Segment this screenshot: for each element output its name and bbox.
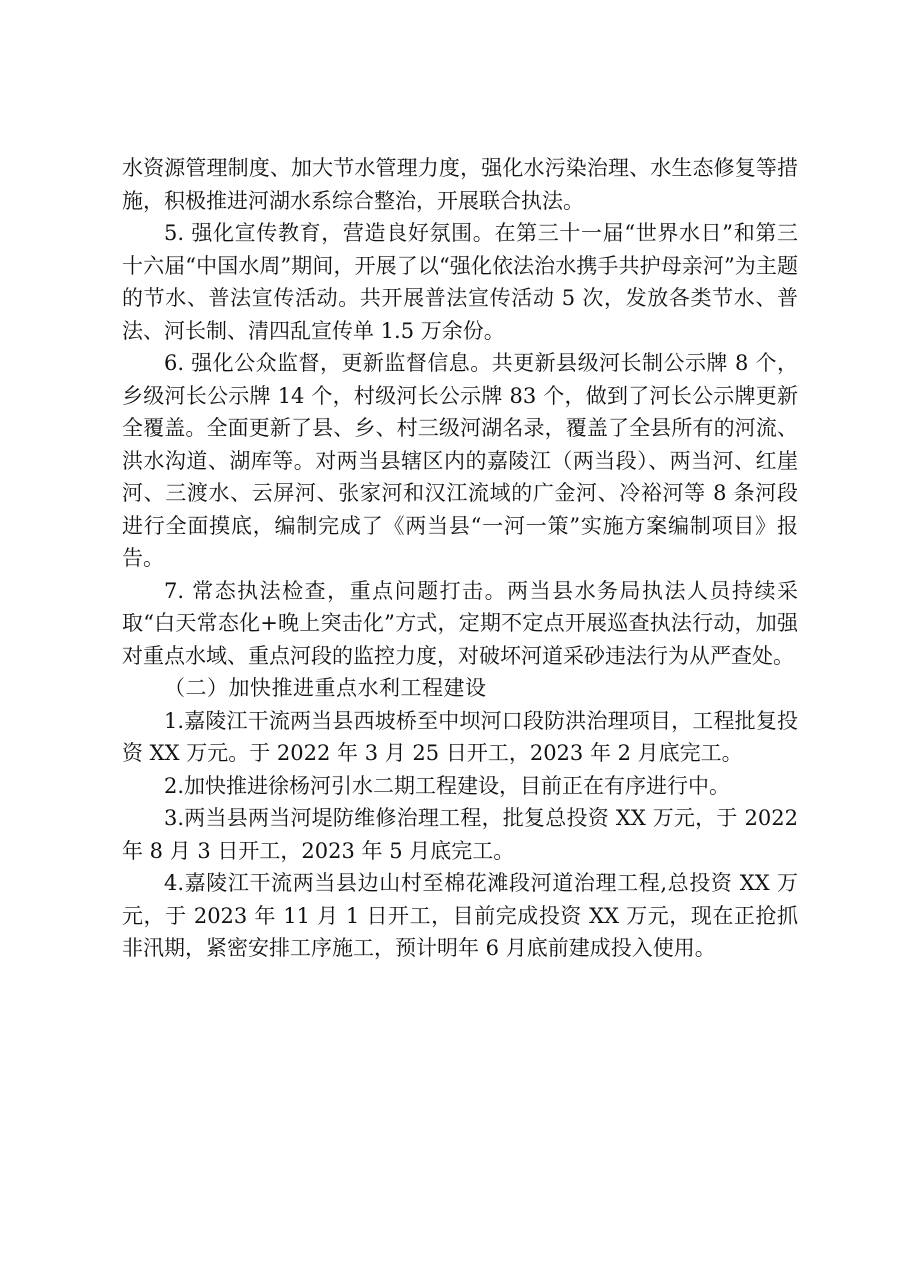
paragraph-project-4: 4.嘉陵江干流两当县边山村至棉花滩段河道治理工程,总投资 XX 万元，于 2023 年 11 月 1 日开工，目前完成投资 XX 万元，现在正抢抓非汛期，紧密安排工序施工，预计明年 6 月底前建成投入使用。 xyxy=(122,871,798,960)
paragraph-item-5-publicity: 5. 强化宣传教育，营造良好氛围。在第三十一届“世界水日”和第三十六届“中国水周”期间，开展了以“强化依法治水携手共护母亲河”为主题的节水、普法宣传活动。共开展普法宣传活动 5 次，发放各类节水、普法、河长制、清四乱宣传单 1.5 万余份。 xyxy=(122,221,798,343)
paragraph-item-6-supervision: 6. 强化公众监督，更新监督信息。共更新县级河长制公示牌 8 个，乡级河长公示牌 14 个，村级河长公示牌 83 个，做到了河长公示牌更新全覆盖。全面更新了县、乡、村三级河湖名录，覆盖了全县所有的河流、洪水沟道、湖库等。对两当县辖区内的嘉陵江（两当段）、两当河、红崖河、三渡水、云屏河、张家河和汉江流域的广金河、冷裕河等 8 条河段进行全面摸底，编制完成了《两当县“一河一策”实施方案编制项目》报告。 xyxy=(122,351,798,570)
paragraph-project-3: 3.两当县两当河堤防维修治理工程，批复总投资 XX 万元，于 2022 年 8 月 3 日开工，2023 年 5 月底完工。 xyxy=(122,806,798,863)
paragraph-project-2: 2.加快推进徐杨河引水二期工程建设，目前正在有序进行中。 xyxy=(164,773,731,798)
paragraph-continuation: 水资源管理制度、加大节水管理力度，强化水污染治理、水生态修复等措施，积极推进河湖水系综合整治，开展联合执法。 xyxy=(122,156,798,213)
document-body xyxy=(122,152,798,965)
paragraph-project-1: 1.嘉陵江干流两当县西坡桥至中坝河口段防洪治理项目，工程批复投资 XX 万元。于 2022 年 3 月 25 日开工，2023 年 2 月底完工。 xyxy=(122,708,798,765)
paragraph-item-7-enforcement: 7. 常态执法检查，重点问题打击。两当县水务局执法人员持续采取“白天常态化+晚上突击化”方式，定期不定点开展巡查执法行动，加强对重点水域、重点河段的监控力度，对破坏河道采砂违法行为从严查处。 xyxy=(122,578,798,668)
section-heading: （二）加快推进重点水利工程建设 xyxy=(164,676,487,700)
